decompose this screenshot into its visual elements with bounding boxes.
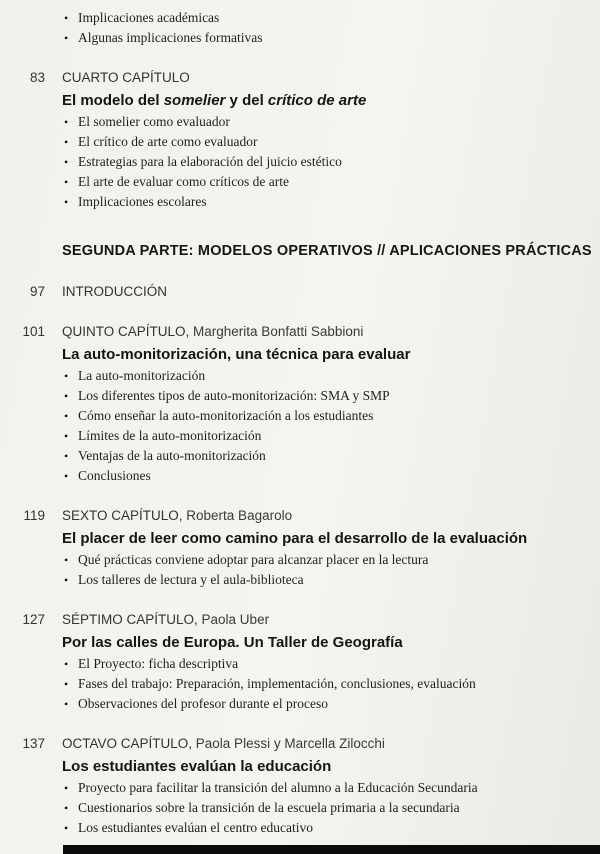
- bullet-dot-icon: [64, 192, 68, 212]
- toc-bullet-item: [62, 366, 600, 386]
- chapter-title-segment: y del: [225, 92, 268, 109]
- bullet-list: [62, 112, 600, 212]
- toc-chapter-entry: [0, 282, 600, 302]
- bullet-dot-icon: [64, 570, 68, 590]
- bullet-dot-icon: [64, 366, 68, 386]
- toc-chapter-entry: [0, 68, 600, 212]
- bullet-label: La auto-monitorización: [78, 368, 206, 383]
- bullet-label: Cuestionarios sobre la transición de la escuela primaria a la secundaria: [78, 800, 460, 815]
- bullet-dot-icon: [64, 446, 68, 466]
- chapter-heading-row: [0, 506, 600, 526]
- chapter-title: [62, 756, 600, 778]
- toc-bullet-item: [62, 778, 600, 798]
- chapter-name: OCTAVO CAPÍTULO: [62, 736, 189, 751]
- chapter-title: [62, 90, 600, 112]
- chapter-title: [62, 632, 600, 654]
- bullet-label: Los diferentes tipos de auto-monitorización: SMA y SMP: [78, 388, 390, 403]
- bullet-label: Proyecto para facilitar la transición del alumno a la Educación Secundaria: [78, 780, 478, 795]
- chapter-heading-row: [0, 734, 600, 754]
- chapter-name: INTRODUCCIÓN: [62, 284, 167, 299]
- bullet-label: El arte de evaluar como críticos de arte: [78, 174, 290, 189]
- chapter-heading-text: [62, 68, 190, 88]
- chapter-page-number: 137: [22, 736, 45, 751]
- bullet-dot-icon: [64, 550, 68, 570]
- chapter-title-segment: crítico de arte: [267, 92, 367, 109]
- chapter-heading-text: [62, 734, 385, 754]
- chapter-title: [62, 528, 600, 550]
- bullet-label: Los estudiantes evalúan el centro educativo: [78, 820, 314, 835]
- chapter-title-segment: somelier: [163, 92, 226, 109]
- chapter-title: [62, 344, 600, 366]
- bullet-dot-icon: [64, 132, 68, 152]
- chapter-name: SÉPTIMO CAPÍTULO: [62, 612, 195, 627]
- toc-bullet-item: [62, 28, 600, 48]
- toc-bullet-item: [62, 426, 600, 446]
- chapter-page-number: 83: [29, 70, 45, 85]
- chapter-title-segment: La auto-monitorización, una técnica para evaluar: [62, 346, 411, 363]
- chapter-heading-row: [0, 68, 600, 88]
- toc-bullet-item: [62, 466, 600, 486]
- chapter-author: , Roberta Bagarolo: [178, 508, 293, 523]
- chapter-author: , Margherita Bonfatti Sabbioni: [185, 324, 364, 339]
- chapter-heading-text: [62, 322, 363, 342]
- bullet-label: El somelier como evaluador: [78, 114, 230, 129]
- chapter-name: CUARTO CAPÍTULO: [62, 70, 190, 85]
- bullet-dot-icon: [64, 152, 68, 172]
- bullet-dot-icon: [64, 798, 68, 818]
- bullet-dot-icon: [64, 386, 68, 406]
- toc-bullet-item: [62, 386, 600, 406]
- bullet-label: Estrategias para la elaboración del juicio estético: [78, 154, 342, 169]
- toc-bullet-item: [62, 8, 600, 28]
- toc-bullet-item: [62, 818, 600, 838]
- bullet-list: [62, 550, 600, 590]
- chapter-heading-text: [62, 282, 167, 302]
- bullet-label: Límites de la auto-monitorización: [78, 428, 262, 443]
- scan-artifact-bottom-bar: [63, 845, 600, 854]
- bullet-label: El crítico de arte como evaluador: [78, 134, 258, 149]
- bullet-dot-icon: [64, 426, 68, 446]
- toc-bullet-item: [62, 570, 600, 590]
- chapter-title-segment: El placer de leer como camino para el desarrollo de la evaluación: [62, 530, 528, 547]
- chapter-author: , Paola Uber: [194, 612, 270, 627]
- part-heading: SEGUNDA PARTE: MODELOS OPERATIVOS // APLICACIONES PRÁCTICAS: [62, 243, 592, 259]
- bullet-label: Observaciones del profesor durante el proceso: [78, 696, 329, 711]
- bullet-dot-icon: [64, 406, 68, 426]
- chapter-heading-text: [62, 610, 269, 630]
- bullet-label: El Proyecto: ficha descriptiva: [78, 656, 239, 671]
- toc-chapter-entry: [0, 734, 600, 838]
- bullet-dot-icon: [64, 694, 68, 714]
- chapter-title-segment: Los estudiantes evalúan la educación: [62, 758, 332, 775]
- bullet-list: [62, 8, 600, 48]
- chapter-page-number: 127: [22, 612, 45, 627]
- bullet-label: Cómo enseñar la auto-monitorización a los estudiantes: [78, 408, 374, 423]
- toc-bullet-item: [62, 798, 600, 818]
- bullet-label: Qué prácticas conviene adoptar para alcanzar placer en la lectura: [78, 552, 429, 567]
- toc-chapter-entry: [0, 610, 600, 714]
- bullet-list: [62, 778, 600, 838]
- bullet-label: Algunas implicaciones formativas: [78, 30, 263, 45]
- bullet-list: [62, 366, 600, 486]
- bullet-label: Implicaciones académicas: [78, 10, 220, 25]
- bullet-dot-icon: [64, 674, 68, 694]
- chapter-heading-text: [62, 506, 292, 526]
- chapter-heading-row: [0, 282, 600, 302]
- toc-bullet-item: [62, 694, 600, 714]
- bullet-label: Ventajas de la auto-monitorización: [78, 448, 266, 463]
- chapter-page-number: 97: [29, 284, 45, 299]
- chapter-heading-row: [0, 322, 600, 342]
- bullet-label: Fases del trabajo: Preparación, implementación, conclusiones, evaluación: [78, 676, 476, 691]
- toc-bullet-item: [62, 172, 600, 192]
- chapter-page-number: 101: [22, 324, 45, 339]
- bullet-dot-icon: [64, 778, 68, 798]
- bullet-dot-icon: [64, 654, 68, 674]
- toc-bullet-item: [62, 550, 600, 570]
- bullet-dot-icon: [64, 466, 68, 486]
- bullet-dot-icon: [64, 112, 68, 132]
- bullet-label: Conclusiones: [78, 468, 151, 483]
- toc-bullet-item: [62, 654, 600, 674]
- chapter-title-segment: Por las calles de Europa. Un Taller de Geografía: [62, 634, 403, 651]
- bullet-label: Implicaciones escolares: [78, 194, 207, 209]
- toc-chapter-entry: [0, 322, 600, 486]
- bullet-dot-icon: [64, 818, 68, 838]
- toc-bullet-item: [62, 132, 600, 152]
- toc-bullet-item: [62, 406, 600, 426]
- toc-bullet-item: [62, 192, 600, 212]
- chapter-author: , Paola Plessi y Marcella Zilocchi: [188, 736, 385, 751]
- bullet-label: Los talleres de lectura y el aula-biblioteca: [78, 572, 304, 587]
- chapter-page-number: 119: [23, 508, 45, 523]
- toc-bullet-item: [62, 152, 600, 172]
- chapter-title-segment: El modelo del: [62, 92, 164, 109]
- chapter-name: QUINTO CAPÍTULO: [62, 324, 186, 339]
- chapter-name: SEXTO CAPÍTULO: [62, 508, 179, 523]
- toc-bullet-item: [62, 112, 600, 132]
- toc-bullet-item: [62, 674, 600, 694]
- bullet-list: [62, 654, 600, 714]
- toc-bullet-item: [62, 446, 600, 466]
- bullet-dot-icon: [64, 172, 68, 192]
- bullet-dot-icon: [64, 8, 68, 28]
- chapter-heading-row: [0, 610, 600, 630]
- toc-chapter-entry: [0, 506, 600, 590]
- bullet-dot-icon: [64, 28, 68, 48]
